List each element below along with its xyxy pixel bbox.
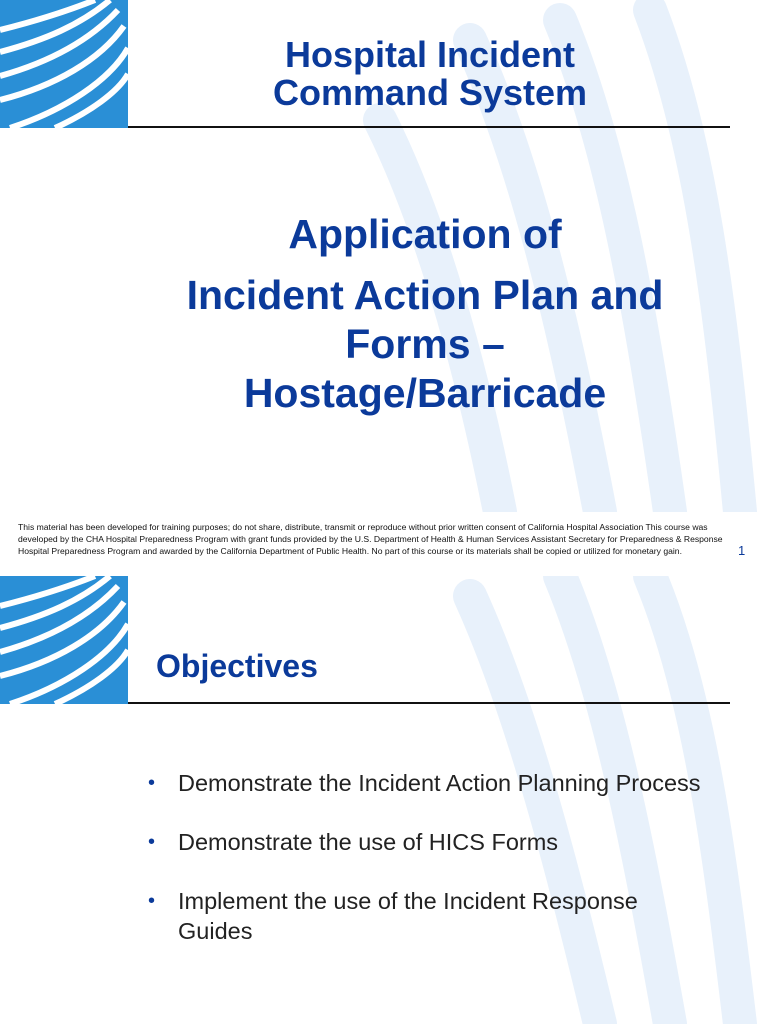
list-item: [148, 886, 708, 946]
slide-title-line: Application of: [288, 211, 562, 257]
header-rule: [128, 126, 730, 128]
slide-title: [120, 210, 730, 418]
list-item-text: Demonstrate the use of HICS Forms: [178, 829, 559, 855]
list-item-text: Implement the use of the Incident Response Guides: [178, 888, 638, 944]
slide-title-line: Hostage/Barricade: [243, 370, 607, 416]
header-title-line: Hospital Incident: [284, 34, 576, 75]
slide-title-line: Incident Action Plan and: [186, 272, 664, 318]
header-title-line: Command System: [272, 72, 588, 113]
bullet-icon: •: [148, 831, 156, 853]
list-item-text: Demonstrate the Incident Action Planning Process: [178, 770, 701, 796]
slide-title-line: Forms –: [345, 321, 505, 367]
objectives-list: [148, 768, 708, 975]
slide-title: Objectives: [156, 648, 318, 684]
bullet-icon: •: [148, 890, 156, 912]
header-title: [200, 36, 660, 112]
hics-logo-icon: [0, 576, 128, 704]
header-rule: [128, 702, 730, 704]
bullet-icon: •: [148, 772, 156, 794]
copyright-note: This material has been developed for training purposes; do not share, distribute, transmit or reproduce without prior written consent of California Hospital Association This course was developed by the CHA Hospital Preparedness Program with grant funds provided by the U.S. Department of Health & Human Services Assistant Secretary for Preparedness & Response Hospital Preparedness Program and awarded by the California Department of Public Health. No part of this course or its materials shall be copied or utilized for monetary gain.: [18, 522, 723, 556]
list-item: [148, 827, 708, 857]
hics-logo-icon: [0, 0, 128, 128]
list-item: [148, 768, 708, 798]
page-number: 1: [738, 543, 746, 558]
objectives-slide: [0, 576, 768, 1024]
